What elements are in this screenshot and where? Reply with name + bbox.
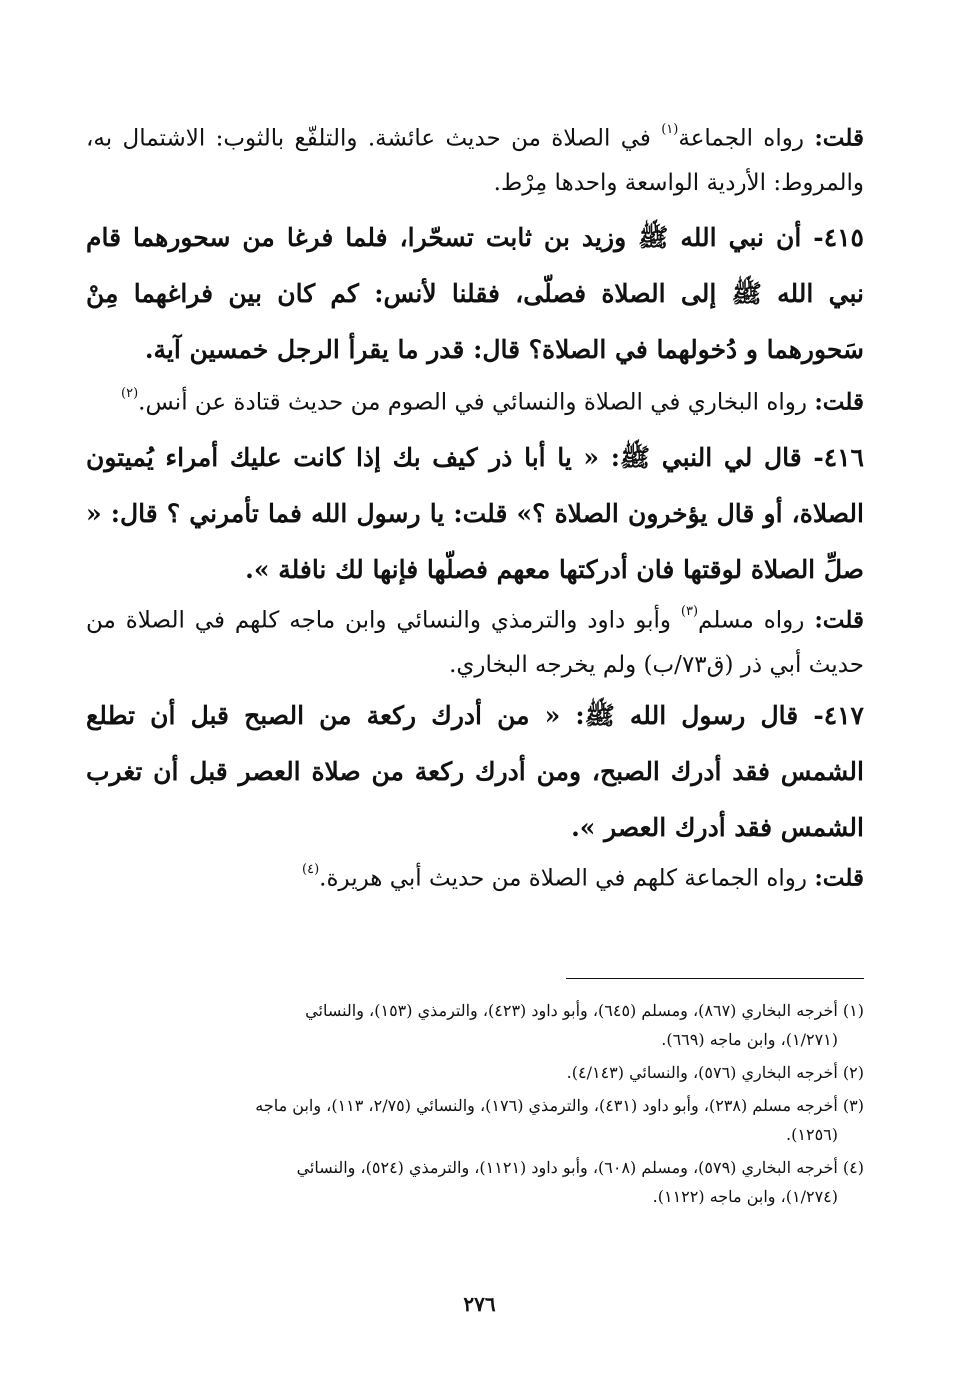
- footnote-1: [86, 996, 864, 1054]
- footnote-2-line-1: (٢) أخرجه البخاري (٥٧٦)، والنسائي (٤/١٤٣).: [566, 1063, 864, 1082]
- commentary-text: وأبو داود والترمذي والنسائي وابن ماجه كلهم في الصلاة من حديث أبي ذر (ق٧٣/ب) ولم يخرجه البخاري.: [86, 607, 864, 678]
- commentary-paragraph-2: [86, 376, 864, 425]
- hadith-417: ٤١٧- قال رسول الله ﷺ: « من أدرك ركعة من الصبح قبل أن تطلع الشمس فقد أدرك الصبح، ومن أدرك ركعة من صلاة العصر قبل أن تغرب الشمس فقد أدرك العصر ».: [86, 701, 864, 842]
- commentary-text: رواه الجماعة: [678, 125, 804, 152]
- footnote-4-line-2: (١/٢٧٤)، وابن ماجه (١١٢٢).: [652, 1187, 838, 1206]
- footnote-ref-3: (٣): [680, 604, 699, 619]
- footnote-2: [86, 1058, 864, 1087]
- commentary-paragraph-4: [86, 852, 864, 901]
- footnote-3-line-1: (٣) أخرجه مسلم (٢٣٨)، وأبو داود (٤٣١)، والترمذي (١٧٦)، والنسائي (٢/٧٥، ١١٣)، وابن ماجه: [255, 1096, 864, 1115]
- footnote-4: [86, 1153, 864, 1211]
- hadith-416: ٤١٦- قال لي النبي ﷺ: « يا أبا ذر كيف بك إذا كانت عليك أمراء يُميتون الصلاة، أو قال يؤخرون الصلاة ؟» قلت: يا رسول الله فما تأمرني ؟ قال: « صلِّ الصلاة لوقتها فان أدركتها معهم فصلّها فإنها لك نافلة ».: [86, 443, 864, 584]
- footnote-ref-1: (١): [661, 122, 679, 137]
- footnote-4-line-1: (٤) أخرجه البخاري (٥٧٩)، ومسلم (٦٠٨)، وأبو داود (١١٢١)، والترمذي (٥٢٤)، والنسائي: [296, 1158, 864, 1177]
- commentary-text: رواه البخاري في الصلاة والنسائي في الصوم من حديث قتادة عن أنس.: [138, 389, 807, 416]
- commentary-text: في الصلاة من حديث عائشة. والتلفّع بالثوب: الاشتمال به، والمروط: الأردية الواسعة واحدها مِرْط.: [86, 125, 864, 196]
- footnote-3-line-2: (١٢٥٦).: [786, 1125, 838, 1144]
- commentary-paragraph-3: [86, 594, 864, 687]
- qult-label: قلت:: [814, 388, 864, 416]
- footnote-3: [86, 1091, 864, 1149]
- footnote-ref-4: (٤): [302, 862, 320, 877]
- footnote-1-line-1: (١) أخرجه البخاري (٨٦٧)، ومسلم (٦٤٥)، وأبو داود (٤٢٣)، والترمذي (١٥٣)، والنسائي: [305, 1001, 864, 1020]
- qult-label: قلت:: [814, 864, 864, 892]
- commentary-paragraph-1: [86, 112, 864, 205]
- footnote-ref-2: (٢): [121, 386, 139, 401]
- footnote-separator: [566, 978, 864, 979]
- footnotes: [86, 996, 864, 1215]
- qult-label: قلت:: [814, 124, 864, 152]
- page-number: ٢٧٦: [463, 1292, 496, 1316]
- commentary-text: رواه الجماعة كلهم في الصلاة من حديث أبي هريرة.: [319, 865, 807, 892]
- hadith-415: ٤١٥- أن نبي الله ﷺ وزيد بن ثابت تسحّرا، فلما فرغا من سحورهما قام نبي الله ﷺ إلى الصلاة فصلّى، فقلنا لأنس: كم كان بين فراغهما مِنْ سَحورهما و دُخولهما في الصلاة؟ قال: قدر ما يقرأ الرجل خمسين آية.: [86, 223, 864, 364]
- commentary-text: رواه مسلم: [698, 607, 805, 634]
- qult-label: قلت:: [814, 606, 864, 634]
- footnote-1-line-2: (١/٢٧١)، وابن ماجه (٦٦٩).: [661, 1030, 838, 1049]
